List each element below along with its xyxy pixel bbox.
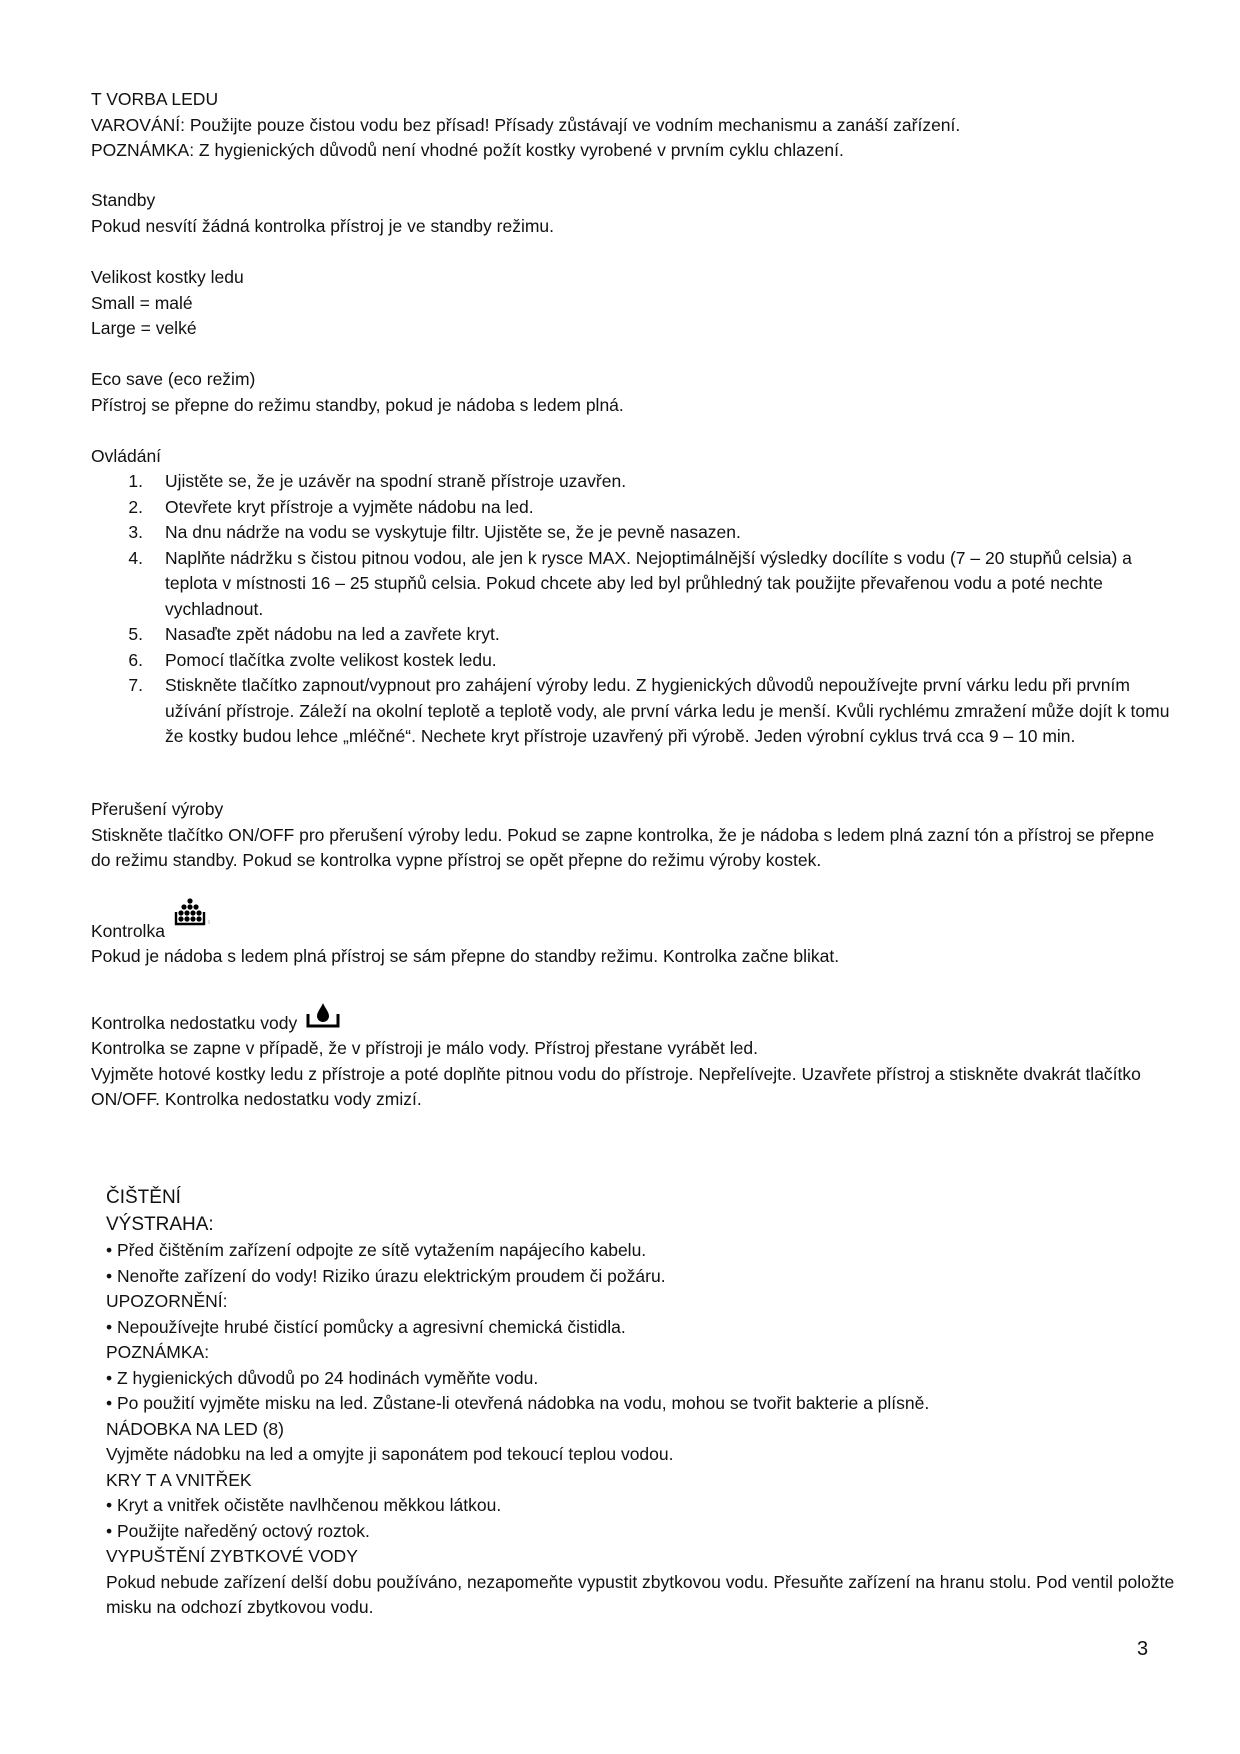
cisteni-v1: • Před čištěním zařízení odpojte ze sítě vytažením napájecího kabelu. [106,1240,647,1260]
nadobka-title: NÁDOBKA NA LED (8) [106,1418,284,1439]
cisteni-v2: • Nenořte zařízení do vody! Riziko úrazu elektrickým proudem či požáru. [106,1265,666,1286]
cisteni-p1: • Z hygienických důvodů po 24 hodinách vyměňte vodu. [106,1367,539,1388]
list-item: 1. Ujistěte se, že je uzávěr na spodní straně přístroje uzavřen. [128,471,627,491]
preruseni-title: Přerušení výroby [91,799,224,819]
tvorba-note: POZNÁMKA: Z hygienických důvodů není vhodné požít kostky vyrobené v prvním cyklu chlazení. [91,140,844,160]
kontrolka-title: Kontrolka [91,920,165,941]
standby-title: Standby [91,190,156,210]
voda-heading [91,1000,1171,1036]
page-number: 3 [1137,1638,1149,1660]
standby-text: Pokud nesvítí žádná kontrolka přístroj je ve standby režimu. [91,215,555,236]
tvorba-title: T VORBA LEDU [91,89,219,109]
ovladani-steps [91,469,1171,750]
kontrolka-section [91,898,1171,970]
ovladani-title: Ovládání [91,446,162,466]
size-large: Large = velké [91,318,197,338]
list-item: 6. Pomocí tlačítka zvolte velikost kostek ledu. [128,649,497,670]
kryt-k2: • Použijte naředěný octový roztok. [106,1520,370,1541]
kryt-k1: • Kryt a vnitřek očistěte navlhčenou měkkou látkou. [106,1495,502,1515]
vypusteni-text: Pokud nebude zařízení delší dobu používáno, nezapomeňte vypustit zbytkovou vodu. Přesuňte zařízení na hranu stolu. Pod ventil položte misku na odchozí zbytkovou vodu. [106,1571,1175,1617]
size-section [91,265,1171,342]
eco-section [91,367,1171,418]
voda-text-2: Vyjměte hotové kostky ledu z přístroje a poté doplňte pitnou vodu do přístroje. Nepřelívejte. Uzavřete přístroj a stiskněte dvakrát tlačítko ON/OFF. Kontrolka nedostatku vody zmizí. [91,1063,1141,1109]
eco-title: Eco save (eco režim) [91,369,256,389]
kontrolka-text: Pokud je nádoba s ledem plná přístroj se sám přepne do standby režimu. Kontrolka začne blikat. [91,946,840,966]
list-item: 4. Naplňte nádržku s čistou pitnou vodou, ale jen k rysce MAX. Nejoptimálnější výsledky docílíte s vodu (7 – 20 stupňů celsia) a teplota v místnosti 16 – 25 stupňů celsia. Pokud chcete aby led byl průhledný tak použijte převařenou vodu a poté nechte vychladnout. [128,547,1132,619]
cisteni-p2: • Po použití vyjměte misku na led. Zůstane-li otevřená nádobka na vodu, mohou se tvořit bakterie a plísně. [106,1393,930,1413]
list-item: 7. Stiskněte tlačítko zapnout/vypnout pro zahájení výroby ledu. Z hygienických důvodů nepoužívejte první várku ledu při prvním užívání přístroje. Záleží na okolní teplotě a teplotě vody, ale první várka ledu je menší. Kvůli rychlému zmražení může dojít k tomu že kostky budou lehce „mléčné“. Nechete kryt přístroje uzavřený při výrobě. Jeden výrobní cyklus trvá cca 9 – 10 min. [128,675,1170,746]
size-small: Small = malé [91,292,193,313]
kontrolka-heading [91,898,1171,944]
voda-title: Kontrolka nedostatku vody [91,1012,298,1033]
cisteni-poznamka: POZNÁMKA: [106,1342,210,1362]
vypusteni-title: VYPUŠTĚNÍ ZYBTKOVÉ VODY [106,1546,358,1566]
tvorba-warning: VAROVÁNÍ: Použijte pouze čistou vodu bez přísad! Přísady zůstávají ve vodním mechanismu a zanáší zařízení. [91,114,961,135]
ice-full-icon [173,898,213,928]
cisteni-vystraha: VÝSTRAHA: [106,1214,214,1235]
list-item: 5. Nasaďte zpět nádobu na led a zavřete kryt. [128,624,500,644]
tvorba-section [91,87,1171,164]
standby-section [91,188,1171,239]
cisteni-u1: • Nepoužívejte hrubé čistící pomůcky a agresivní chemická čistidla. [106,1316,626,1337]
voda-text-1: Kontrolka se zapne v případě, že v přístroji je málo vody. Přístroj přestane vyrábět led. [91,1038,758,1058]
list-item: 3. Na dnu nádrže na vodu se vyskytuje filtr. Ujistěte se, že je pevně nasazen. [128,522,741,542]
cisteni-section [106,1184,1176,1621]
list-item: 2. Otevřete kryt přístroje a vyjměte nádobu na led. [128,496,534,517]
nadobka-text: Vyjměte nádobku na led a omyjte ji saponátem pod tekoucí teplou vodou. [106,1444,674,1464]
size-title: Velikost kostky ledu [91,267,244,287]
preruseni-text: Stiskněte tlačítko ON/OFF pro přerušení výroby ledu. Pokud se zapne kontrolka, že je nádoba s ledem plná zazní tón a přístroj se přepne do režimu standby. Pokud se kontrolka vypne přístroj se opět přepne do režimu výroby kostek. [91,824,1155,870]
cisteni-title: ČIŠTĚNÍ [106,1187,181,1208]
voda-section [91,1000,1171,1113]
eco-text: Přístroj se přepne do režimu standby, pokud je nádoba s ledem plná. [91,394,624,415]
kryt-title: KRY T A VNITŘEK [106,1469,252,1490]
water-drop-icon [305,1000,345,1030]
preruseni-section [91,797,1171,874]
cisteni-upozorneni: UPOZORNĚNÍ: [106,1291,228,1311]
